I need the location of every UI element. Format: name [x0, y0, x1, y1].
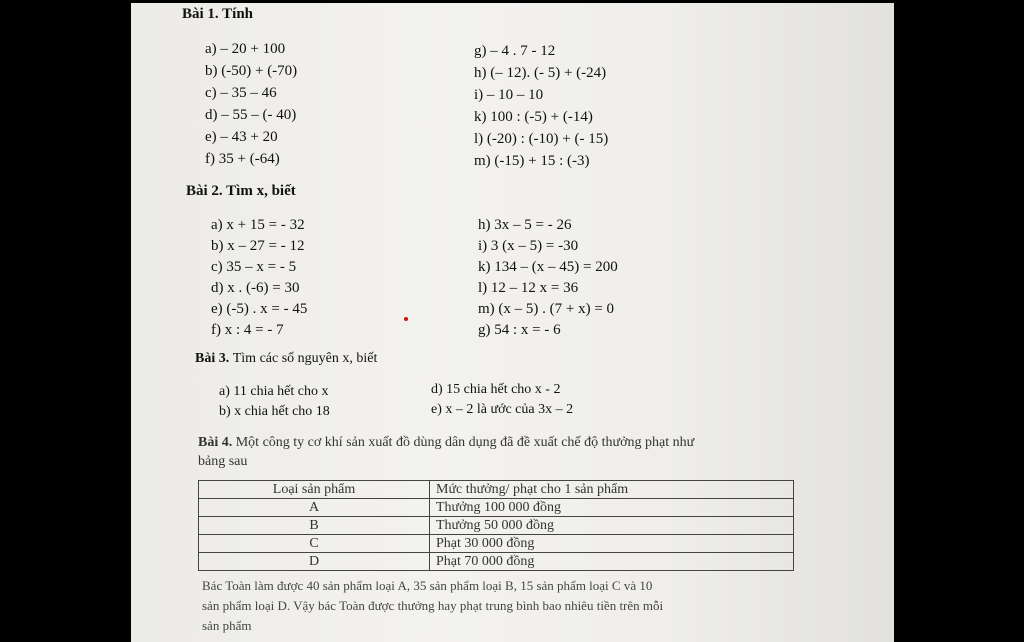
table-row	[199, 499, 794, 517]
bai2-item-f: f) x : 4 = - 7	[211, 322, 284, 338]
table-header-row	[199, 481, 794, 499]
bai1-item-a: a) – 20 + 100	[205, 41, 286, 57]
bai2-item-d: d) x . (-6) = 30	[211, 280, 300, 296]
table-cell-amount: Thưởng 100 000 đồng	[430, 499, 794, 517]
table-row	[199, 535, 794, 553]
table-cell-type: D	[199, 553, 430, 571]
bai1-item-k: k) 100 : (-5) + (-14)	[474, 109, 593, 125]
table-row	[199, 553, 794, 571]
bai4-text-line2: bảng sau	[198, 454, 248, 469]
bai3-item-b: b) x chia hết cho 18	[219, 404, 330, 419]
bai4-footer-line3: sản phẩm	[202, 618, 252, 633]
bai4-footer	[202, 576, 882, 636]
table-cell-amount: Phạt 30 000 đồng	[430, 535, 794, 553]
bai1-item-b: b) (-50) + (-70)	[205, 63, 298, 79]
bai1-item-d: d) – 55 – (- 40)	[205, 107, 297, 123]
bai2-item-g: g) 54 : x = - 6	[478, 322, 561, 338]
bai2-item-h: h) 3x – 5 = - 26	[478, 217, 572, 233]
bai1-item-g: g) – 4 . 7 - 12	[474, 43, 556, 59]
bai3-label: Bài 3.	[195, 351, 230, 366]
bai1-item-c: c) – 35 – 46	[205, 85, 277, 101]
bai2-item-i: i) 3 (x – 5) = -30	[478, 238, 579, 254]
bai4-intro	[198, 433, 878, 471]
table-row	[199, 517, 794, 535]
bai4-label: Bài 4.	[198, 435, 233, 450]
bai2-item-m: m) (x – 5) . (7 + x) = 0	[478, 301, 615, 317]
bai4-footer-line2: sản phẩm loại D. Vậy bác Toàn được thưởng hay phạt trung bình bao nhiêu tiền trên mỗi	[202, 598, 664, 613]
bai1-item-f: f) 35 + (-64)	[205, 151, 280, 167]
bai3-item-a: a) 11 chia hết cho x	[219, 384, 329, 399]
bai2-item-k: k) 134 – (x – 45) = 200	[478, 259, 618, 275]
red-dot-mark	[404, 317, 408, 321]
table-cell-amount: Thưởng 50 000 đồng	[430, 517, 794, 535]
bai2-item-e: e) (-5) . x = - 45	[211, 301, 308, 317]
table-cell-type: A	[199, 499, 430, 517]
bai4-footer-line1: Bác Toàn làm được 40 sản phẩm loại A, 35 sản phẩm loại B, 15 sản phẩm loại C và 10	[202, 578, 653, 593]
table-header-product-type: Loại sản phẩm	[199, 481, 430, 499]
worksheet-page	[131, 3, 894, 642]
bai2-heading: Bài 2. Tìm x, biết	[186, 183, 296, 199]
bai1-item-h: h) (– 12). (- 5) + (-24)	[474, 65, 607, 81]
bai4-text-line1: Một công ty cơ khí sản xuất đồ dùng dân dụng đã đề xuất chế độ thưởng phạt như	[235, 435, 695, 450]
bai1-item-m: m) (-15) + 15 : (-3)	[474, 153, 590, 169]
bai3-heading	[195, 351, 377, 367]
bai1-item-e: e) – 43 + 20	[205, 129, 278, 145]
bai2-item-l: l) 12 – 12 x = 36	[478, 280, 579, 296]
reward-table	[198, 480, 794, 571]
bai2-item-a: a) x + 15 = - 32	[211, 217, 305, 233]
bai1-heading: Bài 1. Tính	[182, 6, 254, 22]
bai2-item-b: b) x – 27 = - 12	[211, 238, 305, 254]
bai1-item-l: l) (-20) : (-10) + (- 15)	[474, 131, 609, 147]
table-header-reward-level: Mức thưởng/ phạt cho 1 sản phẩm	[430, 481, 794, 499]
table-cell-type: C	[199, 535, 430, 553]
bai3-item-e: e) x – 2 là ước của 3x – 2	[431, 402, 574, 417]
bai3-item-d: d) 15 chia hết cho x - 2	[431, 382, 561, 397]
table-cell-type: B	[199, 517, 430, 535]
bai3-text: Tìm các số nguyên x, biết	[232, 351, 378, 366]
table-cell-amount: Phạt 70 000 đồng	[430, 553, 794, 571]
bai2-item-c: c) 35 – x = - 5	[211, 259, 297, 275]
bai1-item-i: i) – 10 – 10	[474, 87, 544, 103]
